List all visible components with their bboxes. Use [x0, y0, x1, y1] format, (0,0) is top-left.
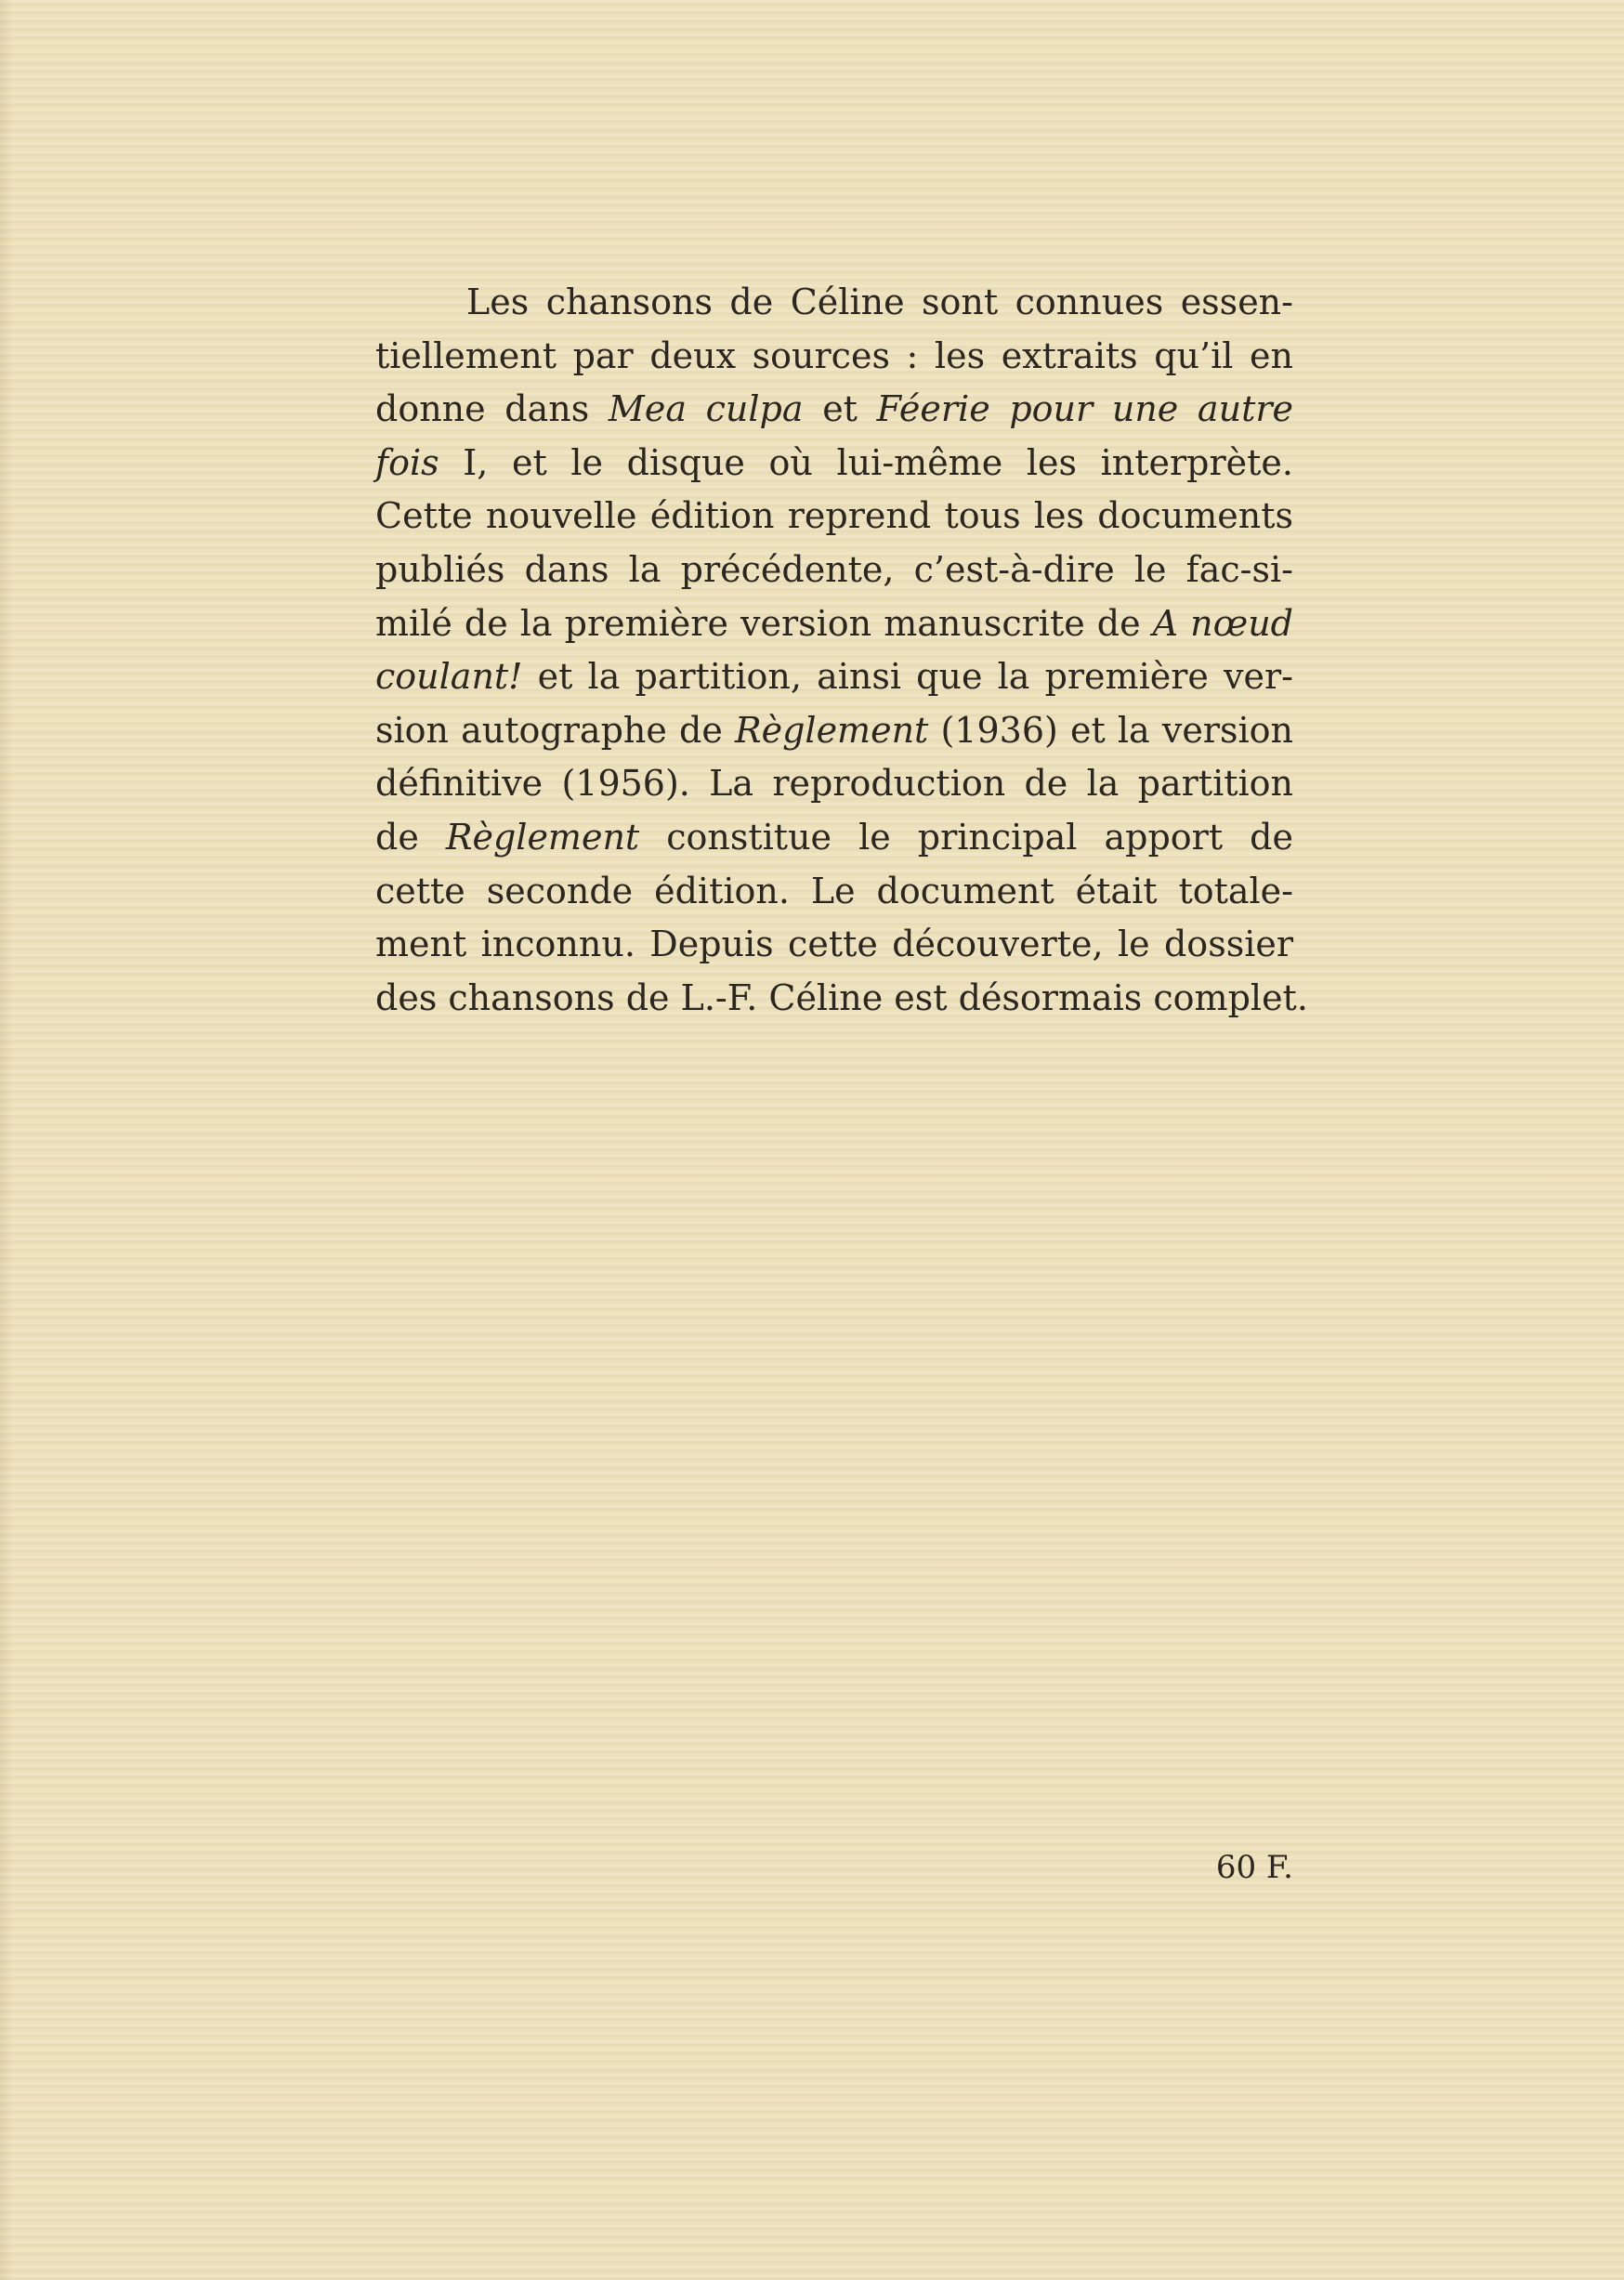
blurb-paragraph [375, 276, 1308, 1025]
text-run: I, et le disque où lui-même les interprète. [439, 441, 1293, 483]
text-run: tiellement par deux sources : les extraits qu’il en [375, 334, 1293, 376]
text-run: publiés dans la précédente, c’est-à-dire le fac-si- [375, 548, 1293, 590]
text-run: et [803, 388, 877, 430]
blurb-line [375, 544, 1293, 597]
italic-title: Règlement [445, 816, 640, 858]
italic-title: coulant! [375, 656, 523, 698]
blurb-line [375, 918, 1293, 972]
blurb-line [375, 597, 1293, 651]
blurb-line [375, 276, 1293, 330]
text-run: cette seconde édition. Le document était totale- [375, 870, 1293, 911]
blurb-line [375, 972, 1308, 1026]
italic-title: fois [375, 441, 439, 483]
text-run: milé de la première version manuscrite de [375, 602, 1153, 644]
blurb-line [375, 490, 1293, 544]
blurb-line [375, 330, 1293, 384]
price-label: 60 F. [1215, 1849, 1293, 1886]
blurb-line [375, 650, 1293, 704]
blurb-line [375, 865, 1293, 919]
italic-title: Règlement [734, 709, 929, 751]
text-run: définitive (1956). La reproduction de la partition [375, 763, 1293, 805]
text-run: sion autographe de [375, 709, 735, 751]
text-run: (1936) et la version [928, 709, 1293, 751]
text-run: des chansons de L.-F. Céline est désormais complet. [375, 976, 1308, 1018]
blurb-line [375, 704, 1293, 758]
text-run: constitue le principal apport de [639, 816, 1293, 858]
text-run: Les chansons de Céline sont connues essen- [466, 282, 1293, 322]
text-run: ment inconnu. Depuis cette découverte, le dossier [375, 924, 1293, 965]
blurb-line [375, 383, 1293, 437]
italic-title: Mea culpa [608, 388, 804, 430]
blurb-line [375, 811, 1293, 865]
text-run: de [375, 816, 446, 858]
blurb-line [375, 437, 1293, 491]
text-run: donne dans [375, 388, 609, 430]
text-run: Cette nouvelle édition reprend tous les documents [375, 495, 1293, 537]
text-run: et la partition, ainsi que la première ver- [522, 656, 1293, 698]
italic-title: Féerie pour une autre [876, 388, 1293, 430]
blurb-line [375, 757, 1293, 811]
italic-title: A nœud [1152, 602, 1293, 644]
